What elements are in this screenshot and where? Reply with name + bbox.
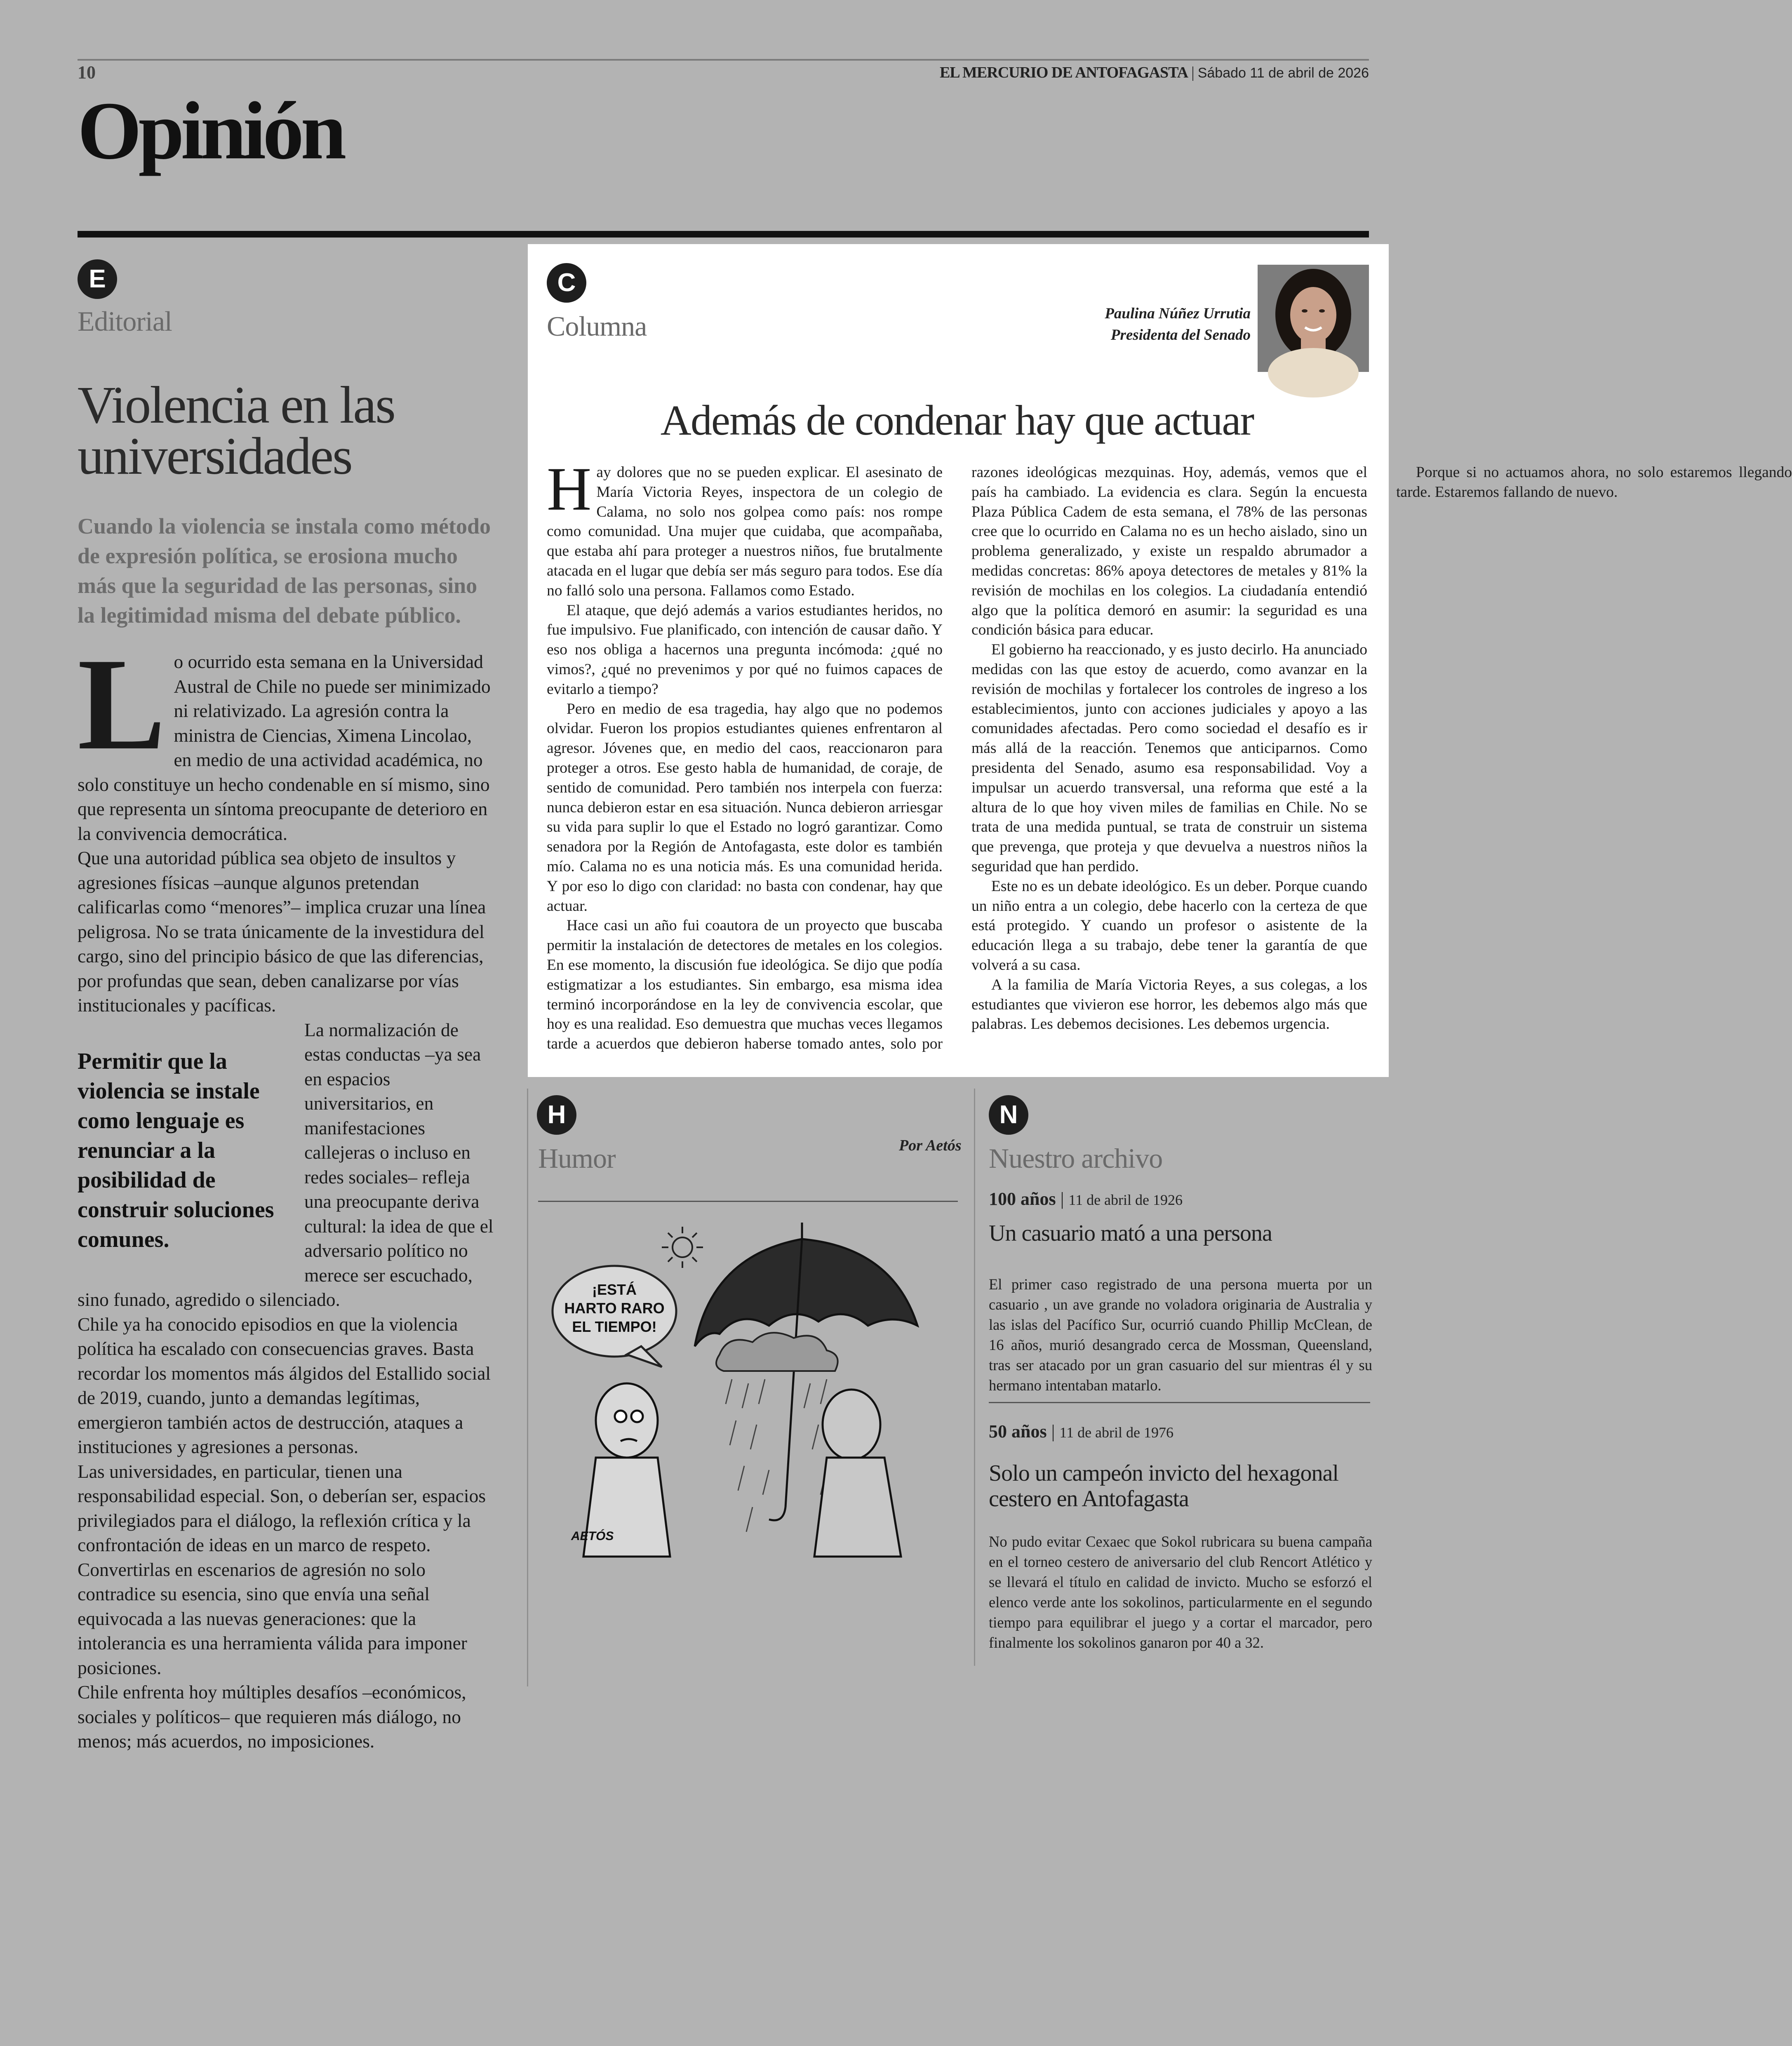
archivo-badge: N [989, 1095, 1028, 1135]
column-divider [974, 1089, 975, 1666]
archivo-separator [989, 1402, 1370, 1403]
author-photo [1258, 265, 1369, 372]
columna-paragraph: ay dolores que no se pueden explicar. El asesinato de María Victoria Reyes, inspectora de un colegio de Calama, no solo nos golpea como país: nos rompe como comunidad. Una mujer que cuidaba, que acompañaba, que estaba ahí para proteger a nuestros niños, fue brutalmente atacada en el lugar que debía ser más seguro para todos. Ese día no falló solo una persona. Fallamos como Estado. [547, 464, 943, 599]
humor-rule [538, 1201, 958, 1202]
top-rule [78, 59, 1369, 61]
columna-paragraph: Este no es un debate ideológico. Es un deber. Porque cuando un niño entra a un colegio, debe hacerlo con la certeza de que está protegido. Y cuando un profesor o asistente de la educación llega a su trabajo, debe tener la garantía de que volverá a su casa. [971, 877, 1367, 974]
humor-cartoon [538, 1210, 958, 1569]
column-divider [527, 1089, 528, 1686]
humor-label: Humor [538, 1143, 616, 1174]
author-portrait-icon [1258, 265, 1369, 372]
editorial-lead: Cuando la violencia se instala como método de expresión política, se erosiona mucho más que la seguridad de las personas, sino la legitimidad misma del debate público. [78, 514, 491, 628]
archivo-item1-title: Un casuario mató a una persona [989, 1221, 1272, 1246]
author-role: Presidenta del Senado [1110, 327, 1251, 343]
archivo-item1-years: 100 años | 11 de abril de 1926 [989, 1189, 1183, 1209]
archivo-years-label: 50 años [989, 1421, 1047, 1442]
editorial-paragraph: o ocurrido esta semana en la Universidad Austral de Chile no puede ser minimizado ni relativizado. La agresión contra la ministra de Ciencias, Ximena Lincolao, en medio de una actividad académica, no solo constituye un hecho condenable en sí mismo, sino que representa un síntoma preocupante de deterioro en la convivencia democrática. [78, 651, 491, 844]
speech-line-1: ¡ESTÁ [592, 1281, 637, 1298]
humor-badge: H [537, 1095, 576, 1135]
columna-paragraph: A la familia de María Victoria Reyes, a sus colegas, a los estudiantes que vivieron ese horror, les debemos algo más que palabras. Les debemos decisiones. Les debemos urgencia. [971, 976, 1367, 1033]
archivo-item2-title: Solo un campeón invicto del hexagonal cestero en Antofagasta [989, 1460, 1338, 1512]
publication-date: Sábado 11 de abril de 2026 [1197, 65, 1369, 81]
archivo-item1-body: El primer caso registrado de una persona muerta por un casuario , un ave grande no voladora originaria de Australia y las islas del Pacífico Sur, ocurrió cuando Phillip McClean, de 16 años, murió desangrado cerca de Mossman, Queensland, tras ser atacado por un gran casuario del sur mientras él y su hermano intentaban matarlo. [989, 1276, 1372, 1394]
cartoon-signature: AETÓS [571, 1529, 614, 1543]
section-rule [78, 231, 1369, 238]
humor-byline: Por Aetós [899, 1137, 962, 1154]
editorial-label: Editorial [78, 306, 172, 337]
masthead [940, 63, 1369, 82]
editorial-dropcap: L [78, 631, 166, 777]
page-number: 10 [78, 62, 96, 82]
columna-paragraph: El ataque, que dejó además a varios estudiantes heridos, no fue impulsivo. Fue planificado, con intención de causar daño. Y eso nos obliga a hacernos una pregunta incómoda: ¿qué no vimos?, ¿qué no prevenimos y por qué no fuimos capaces de evitarlo a tiempo? [547, 602, 943, 698]
editorial-paragraph: La normalización de estas conductas –ya sea en espacios universitarios, en manifestaciones callejeras o incluso en redes sociales– refleja una preocupante deriva cultural: la idea de que el adversario político no merece ser escuchado, sino funado, agredido o silenciado. [78, 1019, 494, 1310]
columna-badge: C [547, 263, 586, 303]
archivo-date: 11 de abril de 1976 [1059, 1424, 1174, 1441]
speech-line-2: HARTO RARO [564, 1300, 665, 1317]
columna-paragraph: Hace casi un año fui coautora de un proyecto que buscaba permitir la instalación de detectores de metales en los colegios. En ese momento, la discusión fue ideológica. Se dijo que podía estigmatizar a los estudiantes. Sin embargo, esa misma idea terminó incorporándose en la ley de convivencia escolar, que hoy es una realidad. Eso demuestra que muchas veces llegamos tarde a acuerdos que debieron haberse tomado antes, solo por razones ideológicas mezquinas. Hoy, además, vemos que el país ha cambiado. La evidencia es clara. Según la encuesta Plaza Pública Cadem de esta semana, el 78% de las personas cree que lo ocurrido en Calama no es un hecho aislado, sino un problema generalizado, y existe un respaldo abrumador a medidas concretas: 86% apoya detectores de metales y 81% la revisión de mochilas en los colegios. La ciudadanía entendió algo que la política demoró en asumir: la seguridad es una condición básica para educar. [547, 464, 1367, 1053]
publication-name: EL MERCURIO DE ANTOFAGASTA [939, 64, 1188, 81]
archivo-item2-years: 50 años | 11 de abril de 1976 [989, 1421, 1174, 1442]
archivo-label: Nuestro archivo [989, 1143, 1163, 1174]
editorial-paragraph: Que una autoridad pública sea objeto de insultos y agresiones físicas –aunque algunos pretendan calificarlas como “menores”– implica cruzar una línea peligrosa. No se trata únicamente de la investidura del cargo, sino del principio básico de que las diferencias, por profundas que sean, deben canalizarse por vías institucionales y pacíficas. [78, 847, 486, 1016]
editorial-paragraph: Chile enfrenta hoy múltiples desafíos –económicos, sociales y políticos– que requieren más diálogo, no menos; más acuerdos, no imposiciones. [78, 1681, 466, 1752]
cartoon-drawing [538, 1210, 958, 1569]
columna-paragraph: Pero en medio de esa tragedia, hay algo que no podemos olvidar. Fueron los propios estudiantes quienes enfrentaron al agresor. Jóvenes que, en medio del caos, reaccionaron para proteger a otros. Ese gesto habla de humanidad, de coraje, de sentido de comunidad. Pero también nos interpela con fuerza: nunca debieron estar en esa situación. Nunca debieron arriesgar su vida para suplir lo que el Estado no logró garantizar. Como senadora por la Región de Antofagasta, este dolor es también mío. Calama no es una noticia más. Es una comunidad herida. Y por eso lo digo con claridad: no basta con condenar, hay que actuar. [547, 700, 943, 915]
editorial-paragraph: Las universidades, en particular, tienen una responsabilidad especial. Son, o deberían ser, espacios privilegiados para el diálogo, la reflexión crítica y la confrontación de ideas en un marco de respeto. Convertirlas en escenarios de agresión no solo contradice su esencia, sino que envía una señal equivocada a las nuevas generaciones: que la intolerancia es una herramienta válida para imponer posiciones. [78, 1460, 486, 1678]
author-credit [1105, 303, 1251, 346]
section-title: Opinión [78, 85, 343, 176]
editorial-badge: E [78, 259, 117, 299]
columna-paragraph: Porque si no actuamos ahora, no solo estaremos llegando tarde. Estaremos fallando de nuevo. [1396, 464, 1792, 501]
masthead-separator: | [1191, 64, 1195, 81]
editorial-pull-quote: Permitir que la violencia se instale como lenguaje es renunciar a la posibilidad de construir soluciones comunes. [78, 1048, 274, 1252]
columna-paragraph: El gobierno ha reaccionado, y es justo decirlo. Ha anunciado medidas con las que estoy de acuerdo, como avanzar en la revisión de mochilas y fortalecer los controles de ingreso a los establecimientos, junto con acciones judiciales y apoyo a las comunidades afectadas. Pero como sociedad el desafío es ir más allá de la reacción. Tenemos que anticiparnos. Como presidenta del Senado, asumo esa responsabilidad. Voy a impulsar un acuerdo transversal, una reforma que esté a la altura de lo que hoy viven miles de familias en Chile. No se trata de una medida puntual, se trata de construir un sistema que prevenga, que proteja y que devuelva a nuestros niños la seguridad que han perdido. [971, 641, 1367, 875]
speech-line-3: EL TIEMPO! [572, 1318, 657, 1335]
editorial-body [78, 631, 494, 1754]
archivo-years-label: 100 años [989, 1189, 1056, 1209]
editorial-paragraph: Chile ya ha conocido episodios en que la violencia política ha escalado con consecuencias graves. Basta recordar los momentos más álgidos del Estallido social de 2019, cuando, junto a demandas legítimas, emergieron también actos de destrucción, ataques a instituciones y agresiones a personas. [78, 1313, 491, 1457]
columna-body [547, 455, 1792, 1065]
columna-headline: Además de condenar hay que actuar [660, 397, 1254, 444]
editorial-headline: Violencia en las universidades [78, 376, 395, 485]
archivo-date: 11 de abril de 1926 [1068, 1192, 1183, 1208]
archivo-item2-body: No pudo evitar Cexaec que Sokol rubricara su buena campaña en el torneo cestero de aniversario del club Rencort Atlético y se llevará el título en calidad de invicto. Mucho se esforzó el elenco verde ante los sokolinos, particularmente en el segundo tiempo para equilibrar el juego y a cortar el marcador, pero finalmente los sokolinos ganaron por 40 a 32. [989, 1533, 1372, 1651]
columna-label: Columna [547, 310, 647, 342]
columna-dropcap: H [547, 455, 592, 523]
author-name: Paulina Núñez Urrutia [1105, 305, 1251, 322]
